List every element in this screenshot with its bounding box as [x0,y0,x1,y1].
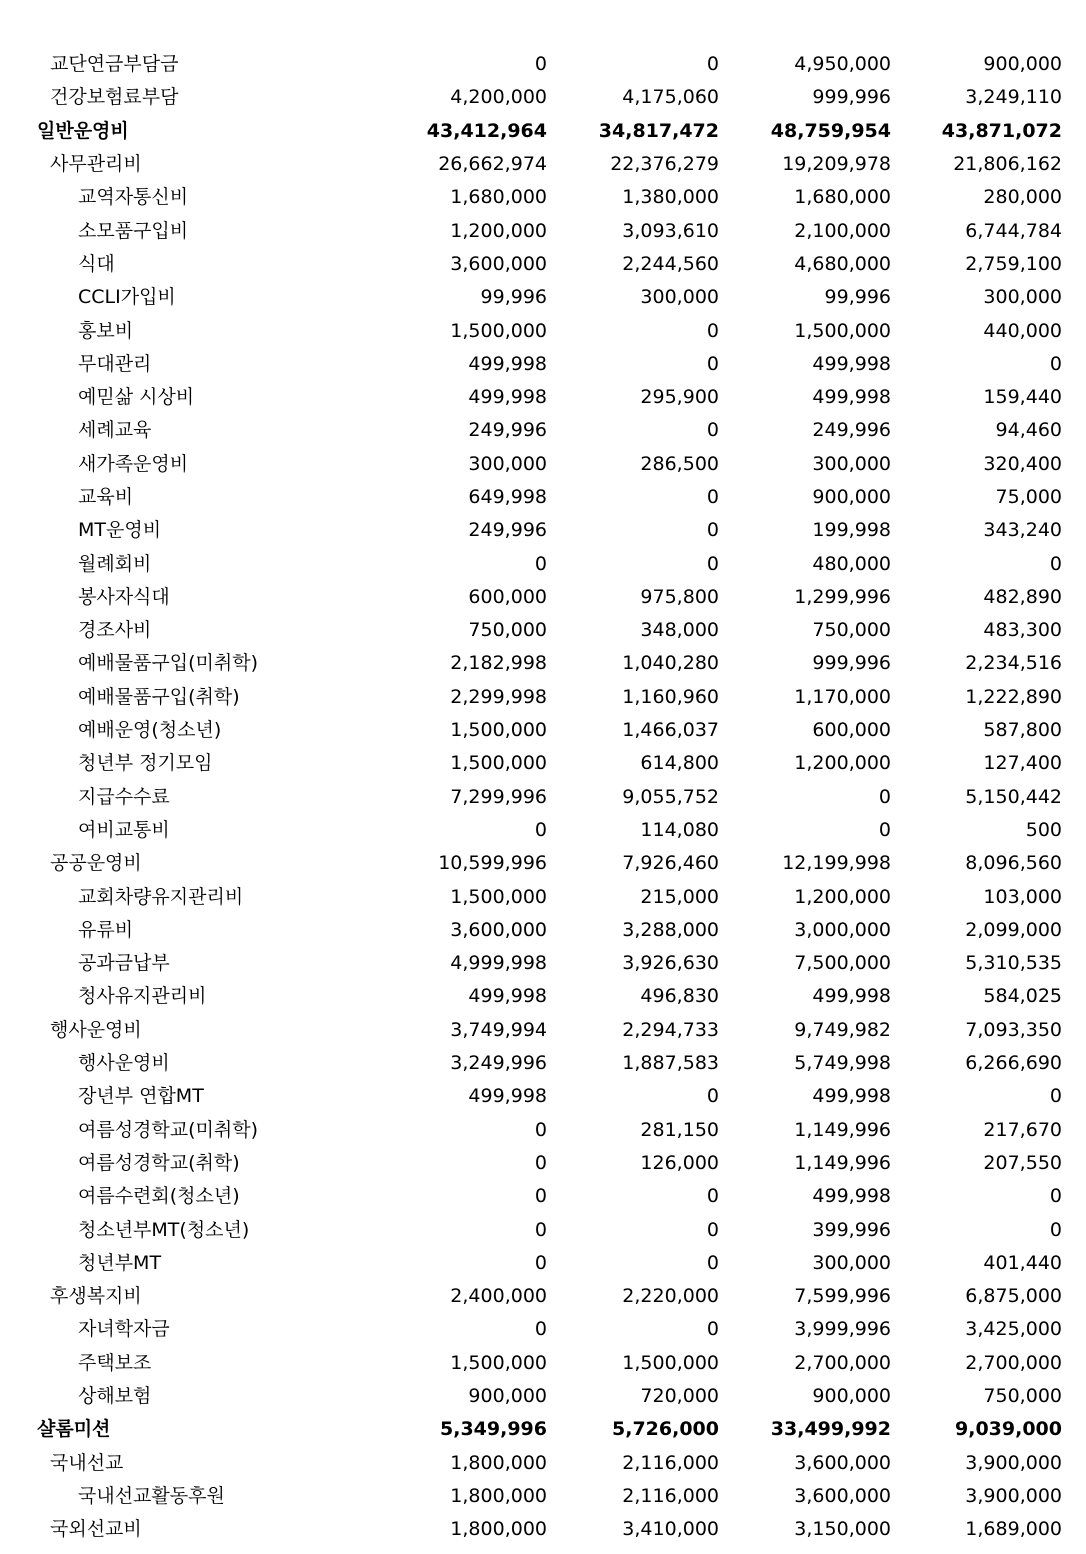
amount-cell-col1: 1,500,000 [450,719,547,742]
amount-cell-col1: 3,249,996 [450,1052,547,1075]
row-label: 국내선교 [50,1451,124,1474]
row-label: 행사운영비 [50,1018,142,1041]
item-row [0,581,1062,614]
row-label: 예배물품구입(미취학) [78,652,259,675]
amount-cell-col4: 6,744,784 [965,219,1062,242]
amount-cell-col2: 975,800 [640,585,719,608]
amount-cell-col1: 2,299,998 [450,685,547,708]
amount-cell-col1: 0 [534,1318,547,1341]
amount-cell-col2: 126,000 [640,1151,719,1174]
amount-cell-col4: 2,759,100 [965,252,1062,275]
amount-cell-col2: 5,726,000 [612,1418,719,1441]
amount-cell-col3: 2,100,000 [794,219,891,242]
amount-cell-col3: 3,600,000 [794,1451,891,1474]
amount-cell-col1: 1,800,000 [450,1518,547,1541]
amount-cell-col4: 8,096,560 [965,852,1062,875]
amount-cell-col1: 2,182,998 [450,652,547,675]
item-row [0,448,1062,481]
amount-cell-col1: 10,599,996 [438,852,547,875]
amount-cell-col2: 114,080 [640,818,719,841]
amount-cell-col2: 9,055,752 [622,785,719,808]
row-label: 상해보험 [78,1385,152,1408]
row-label: 교역자통신비 [78,186,189,209]
item-row [0,947,1062,980]
amount-cell-col4: 7,093,350 [965,1018,1062,1041]
amount-cell-col2: 3,093,610 [622,219,719,242]
amount-cell-col4: 900,000 [983,53,1062,76]
amount-cell-col3: 499,998 [812,352,891,375]
amount-cell-col1: 499,998 [468,1085,547,1108]
amount-cell-col4: 750,000 [983,1385,1062,1408]
amount-cell-col1: 499,998 [468,386,547,409]
amount-cell-col1: 0 [534,1251,547,1274]
amount-cell-col3: 1,170,000 [794,685,891,708]
amount-cell-col2: 7,926,460 [622,852,719,875]
category-row [0,1280,1062,1313]
row-label: 주택보조 [78,1351,152,1374]
row-label: 청년부 정기모임 [78,752,213,775]
item-row [0,248,1062,281]
amount-cell-col2: 34,817,472 [598,119,719,142]
row-label: 무대관리 [78,352,152,375]
amount-cell-col1: 0 [534,1151,547,1174]
category-row [0,81,1062,114]
amount-cell-col1: 0 [534,1118,547,1141]
row-label: CCLI가입비 [78,286,176,309]
amount-cell-col4: 3,900,000 [965,1451,1062,1474]
amount-cell-col1: 7,299,996 [450,785,547,808]
row-label: 여름성경학교(미취학) [78,1118,259,1141]
item-row [0,914,1062,947]
amount-cell-col1: 0 [534,53,547,76]
item-row [0,814,1062,847]
amount-cell-col3: 249,996 [812,419,891,442]
item-row [0,1480,1062,1513]
amount-cell-col2: 300,000 [640,286,719,309]
item-row [0,1380,1062,1413]
amount-cell-col2: 348,000 [640,619,719,642]
amount-cell-col3: 0 [878,785,891,808]
row-label: 행사운영비 [78,1052,170,1075]
amount-cell-col2: 0 [706,1085,719,1108]
row-label: 사무관리비 [50,153,142,176]
amount-cell-col3: 600,000 [812,719,891,742]
amount-cell-col2: 720,000 [640,1385,719,1408]
item-row [0,681,1062,714]
item-row [0,647,1062,680]
amount-cell-col3: 300,000 [812,1251,891,1274]
amount-cell-col4: 6,875,000 [965,1285,1062,1308]
amount-cell-col4: 3,900,000 [965,1484,1062,1507]
item-row [0,1313,1062,1346]
amount-cell-col2: 0 [706,1218,719,1241]
amount-cell-col1: 249,996 [468,519,547,542]
amount-cell-col1: 1,500,000 [450,752,547,775]
amount-cell-col4: 5,310,535 [965,952,1062,975]
amount-cell-col1: 1,500,000 [450,1351,547,1374]
item-row [0,1347,1062,1380]
amount-cell-col2: 1,500,000 [622,1351,719,1374]
row-label: 여비교통비 [78,818,170,841]
section-total-row [0,115,1062,148]
amount-cell-col3: 4,950,000 [794,53,891,76]
row-label: 홍보비 [78,319,134,342]
amount-cell-col3: 2,700,000 [794,1351,891,1374]
amount-cell-col4: 2,099,000 [965,918,1062,941]
row-label: 교회차량유지관리비 [78,885,244,908]
amount-cell-col3: 1,299,996 [794,585,891,608]
amount-cell-col2: 0 [706,1251,719,1274]
item-row [0,781,1062,814]
category-row [0,847,1062,880]
amount-cell-col3: 12,199,998 [782,852,891,875]
row-label: 세례교육 [78,419,152,442]
amount-cell-col1: 43,412,964 [426,119,547,142]
amount-cell-col1: 499,998 [468,352,547,375]
amount-cell-col2: 2,244,560 [622,252,719,275]
amount-cell-col4: 21,806,162 [953,153,1062,176]
amount-cell-col1: 0 [534,1185,547,1208]
amount-cell-col3: 750,000 [812,619,891,642]
amount-cell-col4: 2,234,516 [965,652,1062,675]
amount-cell-col3: 999,996 [812,652,891,675]
section-total-row [0,1413,1062,1446]
amount-cell-col4: 103,000 [983,885,1062,908]
amount-cell-col3: 1,149,996 [794,1151,891,1174]
amount-cell-col3: 300,000 [812,452,891,475]
amount-cell-col1: 0 [534,552,547,575]
row-label: 청사유지관리비 [78,985,207,1008]
category-row [0,148,1062,181]
item-row [0,1114,1062,1147]
amount-cell-col4: 0 [1049,552,1062,575]
amount-cell-col2: 496,830 [640,985,719,1008]
item-row [0,481,1062,514]
item-row [0,1147,1062,1180]
row-label: 청년부MT [78,1251,162,1274]
amount-cell-col4: 320,400 [983,452,1062,475]
amount-cell-col4: 280,000 [983,186,1062,209]
amount-cell-col2: 0 [706,419,719,442]
amount-cell-col4: 587,800 [983,719,1062,742]
amount-cell-col4: 94,460 [995,419,1062,442]
amount-cell-col3: 499,998 [812,1085,891,1108]
amount-cell-col4: 483,300 [983,619,1062,642]
amount-cell-col1: 499,998 [468,985,547,1008]
amount-cell-col3: 48,759,954 [770,119,891,142]
row-label: 유류비 [78,918,134,941]
row-label: 청소년부MT(청소년) [78,1218,250,1241]
amount-cell-col4: 1,689,000 [965,1518,1062,1541]
amount-cell-col3: 499,998 [812,1185,891,1208]
item-row [0,181,1062,214]
item-row [0,980,1062,1013]
category-row [0,48,1062,81]
item-row [0,1047,1062,1080]
amount-cell-col3: 900,000 [812,1385,891,1408]
amount-cell-col3: 3,999,996 [794,1318,891,1341]
amount-cell-col1: 26,662,974 [438,153,547,176]
amount-cell-col2: 0 [706,352,719,375]
amount-cell-col2: 0 [706,1185,719,1208]
row-label: 봉사자식대 [78,585,170,608]
amount-cell-col2: 22,376,279 [610,153,719,176]
row-label: 여름수련회(청소년) [78,1185,240,1208]
amount-cell-col1: 1,680,000 [450,186,547,209]
row-label: 건강보험료부담 [50,86,179,109]
amount-cell-col2: 286,500 [640,452,719,475]
row-label: 후생복지비 [50,1285,142,1308]
row-label: 경조사비 [78,619,152,642]
amount-cell-col4: 0 [1049,352,1062,375]
amount-cell-col1: 0 [534,818,547,841]
amount-cell-col3: 1,149,996 [794,1118,891,1141]
amount-cell-col3: 1,500,000 [794,319,891,342]
amount-cell-col1: 4,200,000 [450,86,547,109]
row-label: 국내선교활동후원 [78,1484,225,1507]
item-row [0,1213,1062,1246]
amount-cell-col2: 215,000 [640,885,719,908]
amount-cell-col1: 1,200,000 [450,219,547,242]
row-label: 소모품구입비 [78,219,189,242]
amount-cell-col1: 600,000 [468,585,547,608]
amount-cell-col4: 217,670 [983,1118,1062,1141]
amount-cell-col2: 4,175,060 [622,86,719,109]
row-label: 여름성경학교(취학) [78,1151,240,1174]
row-label: 교단연금부담금 [50,53,179,76]
amount-cell-col3: 7,500,000 [794,952,891,975]
item-row [0,880,1062,913]
amount-cell-col3: 4,680,000 [794,252,891,275]
amount-cell-col2: 281,150 [640,1118,719,1141]
row-label: 자녀학자금 [78,1318,170,1341]
row-label: 예배운영(청소년) [78,719,222,742]
row-label: 지급수수료 [78,785,170,808]
budget-table [0,48,1062,1546]
category-row [0,1513,1062,1546]
amount-cell-col2: 3,926,630 [622,952,719,975]
row-label: 월례회비 [78,552,152,575]
amount-cell-col4: 0 [1049,1218,1062,1241]
amount-cell-col1: 99,996 [480,286,547,309]
amount-cell-col4: 500 [1025,818,1062,841]
row-label: MT운영비 [78,519,162,542]
amount-cell-col2: 0 [706,319,719,342]
amount-cell-col3: 1,200,000 [794,885,891,908]
amount-cell-col1: 1,500,000 [450,319,547,342]
amount-cell-col4: 9,039,000 [955,1418,1062,1441]
amount-cell-col4: 0 [1049,1185,1062,1208]
row-label: 공공운영비 [50,852,142,875]
row-label: 예배물품구입(취학) [78,685,240,708]
amount-cell-col4: 482,890 [983,585,1062,608]
amount-cell-col2: 295,900 [640,386,719,409]
budget-table-body [0,48,1062,1546]
item-row [0,281,1062,314]
amount-cell-col2: 1,040,280 [622,652,719,675]
amount-cell-col2: 2,116,000 [622,1484,719,1507]
amount-cell-col1: 4,999,998 [450,952,547,975]
amount-cell-col4: 584,025 [983,985,1062,1008]
amount-cell-col4: 300,000 [983,286,1062,309]
item-row [0,747,1062,780]
category-row [0,1446,1062,1479]
item-row [0,414,1062,447]
amount-cell-col1: 3,749,994 [450,1018,547,1041]
amount-cell-col1: 900,000 [468,1385,547,1408]
amount-cell-col2: 2,294,733 [622,1018,719,1041]
amount-cell-col4: 127,400 [983,752,1062,775]
item-row [0,514,1062,547]
item-row [0,348,1062,381]
amount-cell-col4: 3,425,000 [965,1318,1062,1341]
amount-cell-col3: 499,998 [812,386,891,409]
amount-cell-col4: 75,000 [995,486,1062,508]
amount-cell-col2: 1,380,000 [622,186,719,209]
item-row [0,214,1062,247]
amount-cell-col3: 19,209,978 [782,153,891,176]
amount-cell-col3: 9,749,982 [794,1018,891,1041]
amount-cell-col2: 0 [706,486,719,508]
item-row [0,714,1062,747]
amount-cell-col1: 649,998 [468,486,547,508]
row-label: 국외선교비 [50,1518,142,1541]
amount-cell-col3: 3,000,000 [794,918,891,941]
amount-cell-col3: 33,499,992 [770,1418,891,1441]
row-label: 식대 [78,252,115,275]
amount-cell-col2: 3,288,000 [622,918,719,941]
item-row [0,547,1062,580]
amount-cell-col3: 3,600,000 [794,1484,891,1507]
amount-cell-col3: 5,749,998 [794,1052,891,1075]
amount-cell-col4: 2,700,000 [965,1351,1062,1374]
amount-cell-col3: 3,150,000 [794,1518,891,1541]
row-label: 샬롬미션 [37,1418,111,1441]
amount-cell-col2: 1,160,960 [622,685,719,708]
amount-cell-col3: 1,680,000 [794,186,891,209]
amount-cell-col4: 401,440 [983,1251,1062,1274]
amount-cell-col2: 2,220,000 [622,1285,719,1308]
amount-cell-col1: 0 [534,1218,547,1241]
amount-cell-col3: 499,998 [812,985,891,1008]
amount-cell-col2: 1,466,037 [622,719,719,742]
amount-cell-col1: 300,000 [468,452,547,475]
item-row [0,314,1062,347]
row-label: 새가족운영비 [78,452,189,475]
amount-cell-col2: 0 [706,53,719,76]
row-label: 공과금납부 [78,952,170,975]
amount-cell-col4: 0 [1049,1085,1062,1108]
amount-cell-col2: 1,887,583 [622,1052,719,1075]
amount-cell-col1: 3,600,000 [450,918,547,941]
amount-cell-col3: 199,998 [812,519,891,542]
amount-cell-col4: 440,000 [983,319,1062,342]
amount-cell-col2: 0 [706,1318,719,1341]
item-row [0,614,1062,647]
amount-cell-col3: 1,200,000 [794,752,891,775]
amount-cell-col3: 7,599,996 [794,1285,891,1308]
amount-cell-col3: 0 [878,818,891,841]
amount-cell-col1: 1,500,000 [450,885,547,908]
amount-cell-col4: 43,871,072 [941,119,1062,142]
amount-cell-col2: 3,410,000 [622,1518,719,1541]
amount-cell-col4: 1,222,890 [965,685,1062,708]
amount-cell-col2: 614,800 [640,752,719,775]
amount-cell-col2: 2,116,000 [622,1451,719,1474]
amount-cell-col2: 0 [706,519,719,542]
item-row [0,1247,1062,1280]
amount-cell-col4: 343,240 [983,519,1062,542]
amount-cell-col4: 159,440 [983,386,1062,409]
item-row [0,381,1062,414]
category-row [0,1014,1062,1047]
amount-cell-col4: 6,266,690 [965,1052,1062,1075]
amount-cell-col4: 3,249,110 [965,86,1062,109]
amount-cell-col3: 999,996 [812,86,891,109]
amount-cell-col1: 750,000 [468,619,547,642]
item-row [0,1080,1062,1113]
amount-cell-col1: 1,800,000 [450,1451,547,1474]
item-row [0,1180,1062,1213]
amount-cell-col3: 480,000 [812,552,891,575]
amount-cell-col3: 900,000 [812,486,891,508]
row-label: 예믿삶 시상비 [78,386,195,409]
row-label: 교육비 [78,486,134,508]
amount-cell-col3: 99,996 [824,286,891,309]
amount-cell-col2: 0 [706,552,719,575]
amount-cell-col1: 2,400,000 [450,1285,547,1308]
amount-cell-col1: 3,600,000 [450,252,547,275]
row-label: 장년부 연합MT [78,1085,204,1108]
amount-cell-col1: 5,349,996 [440,1418,547,1441]
amount-cell-col4: 5,150,442 [965,785,1062,808]
amount-cell-col3: 399,996 [812,1218,891,1241]
amount-cell-col4: 207,550 [983,1151,1062,1174]
amount-cell-col1: 249,996 [468,419,547,442]
amount-cell-col1: 1,800,000 [450,1484,547,1507]
row-label: 일반운영비 [37,119,129,142]
